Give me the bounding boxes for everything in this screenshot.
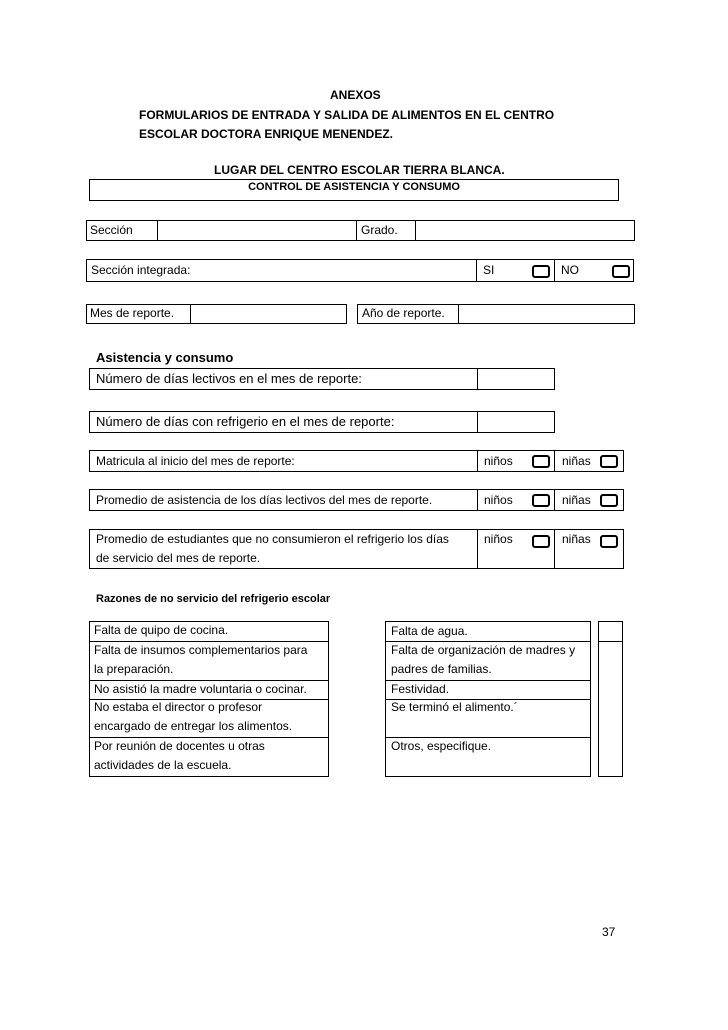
- control-title: CONTROL DE ASISTENCIA Y CONSUMO: [248, 181, 460, 193]
- reason-left-5-line2: actividades de la escuela.: [94, 758, 232, 772]
- reason-right-5: Otros, especifique.: [391, 739, 492, 753]
- reason-right-2-line2: padres de familias.: [391, 662, 492, 676]
- reason-left-2-line1: Falta de insumos complementarios para: [94, 643, 308, 657]
- section-label: Sección: [90, 223, 133, 237]
- school-location: LUGAR DEL CENTRO ESCOLAR TIERRA BLANCA.: [214, 163, 505, 177]
- avg-attendance-girls-label: niñas: [562, 493, 591, 507]
- avg-attendance-boys-checkbox[interactable]: [532, 494, 550, 507]
- reason-right-3: Festividad.: [391, 682, 450, 696]
- reason-right-1: Falta de agua.: [391, 624, 468, 638]
- no-checkbox[interactable]: [612, 265, 630, 278]
- report-month-label: Mes de reporte.: [90, 306, 175, 320]
- enrollment-label: Matricula al inicio del mes de reporte:: [96, 454, 295, 468]
- reason-left-1: Falta de quipo de cocina.: [94, 623, 229, 637]
- reason-left-4-line1: No estaba el director o profesor: [94, 700, 263, 714]
- avg-no-snack-label-line2: de servicio del mes de reporte.: [96, 551, 261, 565]
- si-checkbox[interactable]: [532, 265, 550, 278]
- si-label: SI: [483, 263, 495, 277]
- avg-no-snack-label-line1: Promedio de estudiantes que no consumieron el refrigerio los días: [96, 532, 449, 546]
- avg-no-snack-girls-label: niñas: [562, 532, 591, 546]
- enrollment-boys-checkbox[interactable]: [532, 455, 550, 468]
- report-month-field[interactable]: [190, 304, 347, 324]
- report-year-label: Año de reporte.: [362, 306, 445, 320]
- school-days-label: Número de días lectivos en el mes de reporte:: [96, 371, 362, 386]
- grade-label: Grado.: [361, 223, 398, 237]
- school-days-field[interactable]: [477, 368, 555, 390]
- reason-left-5-line1: Por reunión de docentes u otras: [94, 739, 265, 753]
- integrated-section-label: Sección integrada:: [91, 263, 191, 277]
- reason-right-4: Se terminó el alimento.´: [391, 700, 518, 714]
- reason-left-2-line2: la preparación.: [94, 662, 174, 676]
- attendance-heading: Asistencia y consumo: [96, 350, 234, 365]
- section-field[interactable]: [157, 220, 357, 241]
- reason-left-3: No asistió la madre voluntaria o cocinar.: [94, 682, 307, 696]
- enrollment-boys-label: niños: [484, 454, 513, 468]
- reasons-heading: Razones de no servicio del refrigerio escolar: [96, 593, 331, 605]
- avg-attendance-boys-label: niños: [484, 493, 513, 507]
- enrollment-girls-label: niñas: [562, 454, 591, 468]
- enrollment-girls-checkbox[interactable]: [600, 455, 618, 468]
- snack-days-label: Número de días con refrigerio en el mes de reporte:: [96, 414, 395, 429]
- avg-no-snack-girls-checkbox[interactable]: [600, 535, 618, 548]
- reasons-checkbox-divider-1: [598, 641, 623, 642]
- grade-field[interactable]: [415, 220, 635, 241]
- reason-left-4-line2: encargado de entregar los alimentos.: [94, 719, 293, 733]
- avg-attendance-girls-checkbox[interactable]: [600, 494, 618, 507]
- no-label: NO: [561, 263, 579, 277]
- avg-no-snack-boys-label: niños: [484, 532, 513, 546]
- document-title-line1: FORMULARIOS DE ENTRADA Y SALIDA DE ALIMENTOS EN EL CENTRO: [139, 108, 555, 122]
- avg-no-snack-boys-checkbox[interactable]: [532, 535, 550, 548]
- snack-days-field[interactable]: [477, 411, 555, 433]
- avg-attendance-label: Promedio de asistencia de los días lectivos del mes de reporte.: [96, 493, 433, 507]
- document-title-line2: ESCOLAR DOCTORA ENRIQUE MENENDEZ.: [139, 127, 394, 141]
- reasons-checkbox-column[interactable]: [598, 621, 623, 777]
- page-number: 37: [602, 925, 616, 939]
- report-year-field[interactable]: [458, 304, 635, 324]
- reason-right-2-line1: Falta de organización de madres y: [391, 643, 576, 657]
